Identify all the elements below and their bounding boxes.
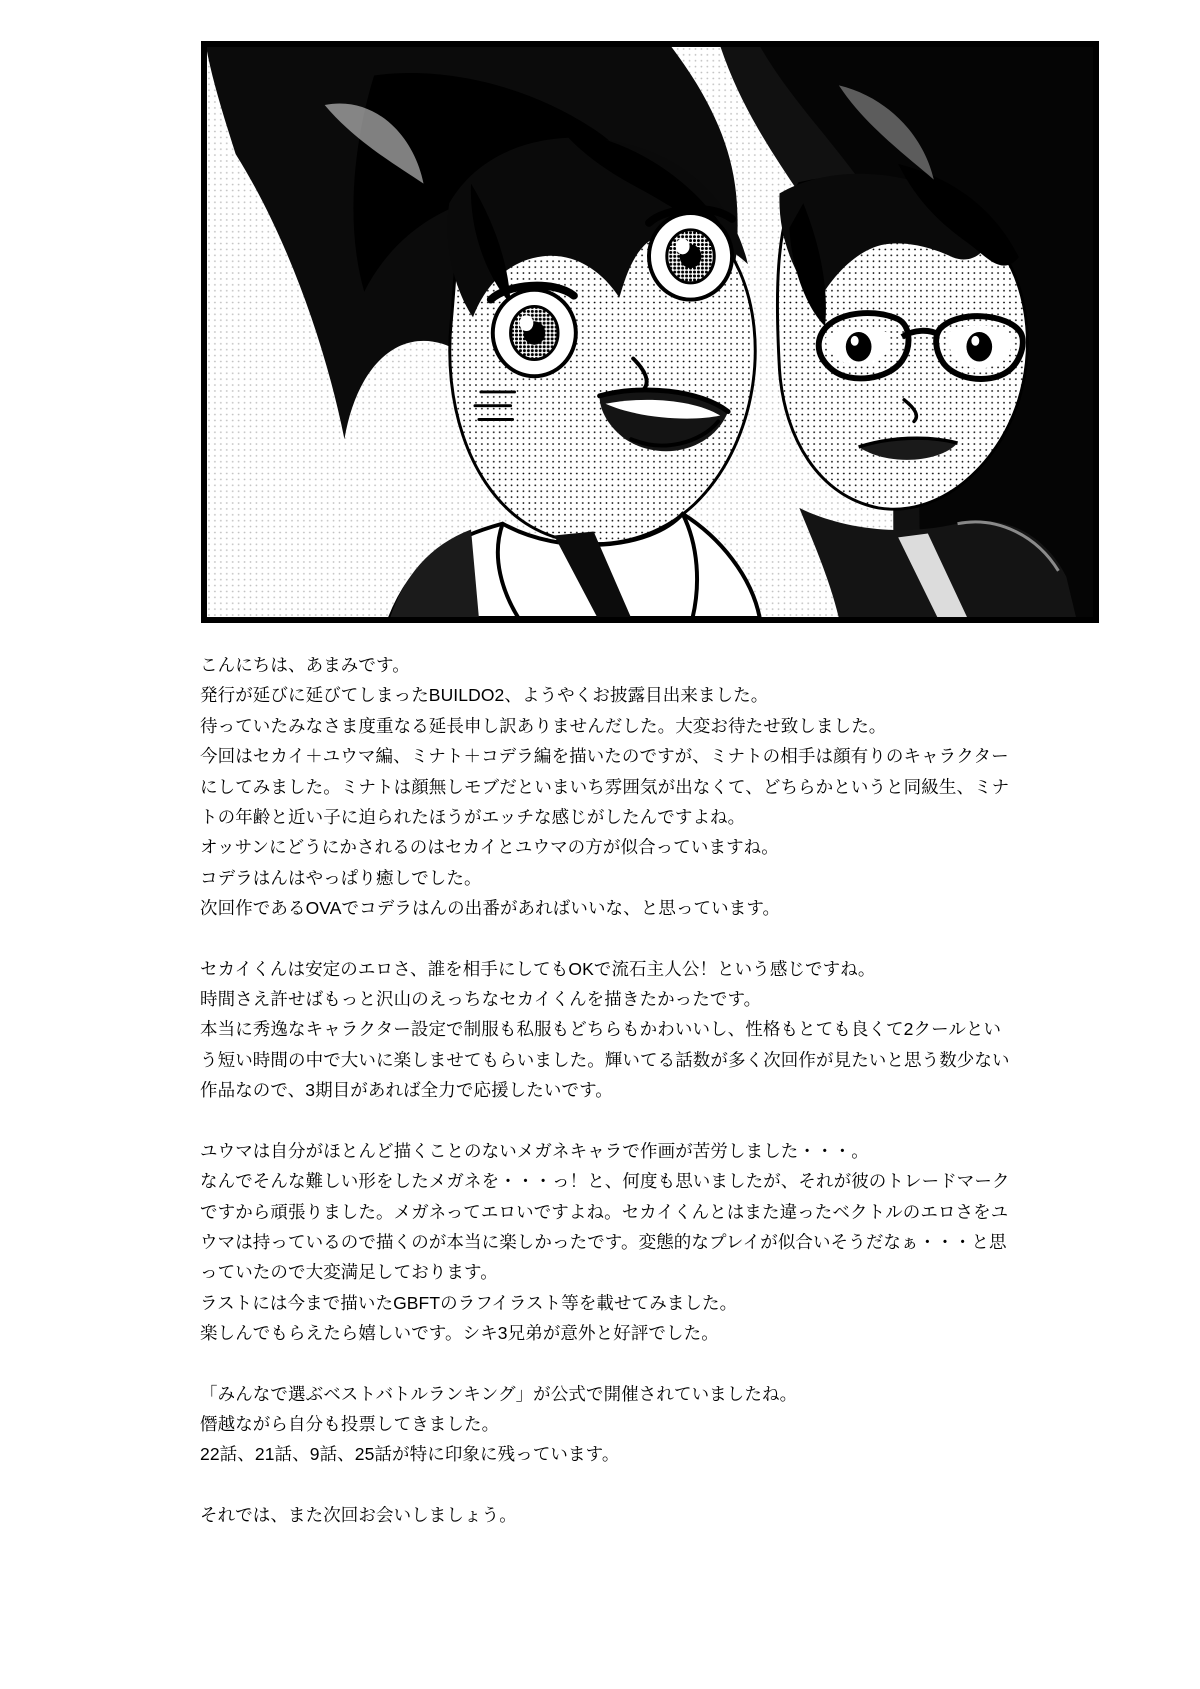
paragraph-line: 本当に秀逸なキャラクター設定で制服も私服もどちらもかわいいし、性格もとても良くて2クールという短い時間の中で大いに楽しませてもらいました。輝いてる話数が多く次回作が見たいと思う数少ない作品なので、3期目があれば全力で応援したいです。 [200,1019,1010,1101]
paragraph-line: セカイくんは安定のエロさ、誰を相手にしてもOKで流石主人公！という感じですね。 [200,958,876,979]
paragraph-line: 待っていたみなさま度重なる延長申し訳ありませんだした。大変お待たせ致しました。 [200,715,887,736]
paragraph-spacer [200,1106,1012,1136]
paragraph-spacer [200,1470,1012,1500]
paragraph-line: 発行が延びに延びてしまったBUILDO2、ようやくお披露目出来ました。 [200,685,769,706]
paragraph-line: ユウマは自分がほとんど描くことのないメガネキャラで作画が苦労しました・・・。 [200,1140,869,1161]
paragraph-line: 楽しんでもらえたら嬉しいです。シキ3兄弟が意外と好評でした。 [200,1323,719,1344]
illustration-panel [201,41,1099,623]
paragraph-line: なんでそんな難しい形をしたメガネを・・・っ！と、何度も思いましたが、それが彼のトレードマークですから頑張りました。メガネってエロいですよね。セカイくんとはまた違ったベクトルのエロさをユウマは持っているので描くのが本当に楽しかったです。変態的なプレイが似合いそうだなぁ・・・と思っていたので大変満足しております。 [200,1171,1010,1283]
paragraph-line: 22話、21話、9話、25話が特に印象に残っています。 [200,1444,620,1465]
paragraph-line: それでは、また次回お会いしましょう。 [200,1504,517,1525]
paragraph-line: 次回作であるOVAでコデラはんの出番があればいいな、と思っています。 [200,898,781,919]
paragraph-line: こんにちは、あまみです。 [200,655,410,675]
paragraph-spacer [200,1349,1012,1379]
paragraph-line: 今回はセカイ＋ユウマ編、ミナト＋コデラ編を描いたのですが、ミナトの相手は顔有りのキャラクターにしてみました。ミナトは顔無しモブだといまいち雰囲気が出なくて、どちらかというと同級生、ミナトの年齢と近い子に迫られたほうがエッチな感じがしたんですよね。 [200,746,1010,828]
paragraph-spacer [200,924,1012,954]
paragraph-line: コデラはんはやっぱり癒しでした。 [200,867,482,888]
paragraph-line: 「みんなで選ぶベストバトルランキング」が公式で開催されていましたね。 [200,1383,798,1404]
paragraph-line: 僭越ながら自分も投票してきました。 [200,1413,500,1434]
paragraph-line: ラストには今まで描いたGBFTのラフイラスト等を載せてみました。 [200,1292,738,1313]
illustration-artwork [206,46,1094,618]
paragraph-line: オッサンにどうにかされるのはセカイとユウマの方が似合っていますね。 [200,837,779,858]
paragraph-line: 時間さえ許せばもっと沢山のえっちなセカイくんを描きたかったです。 [200,989,762,1010]
afterword-text [200,650,1012,1530]
